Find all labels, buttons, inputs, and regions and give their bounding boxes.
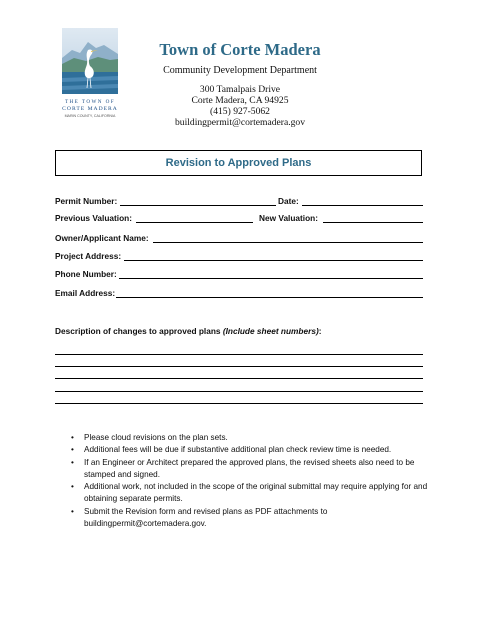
new-valuation-label: New Valuation: xyxy=(259,213,319,223)
date-field[interactable] xyxy=(302,205,423,206)
logo-text-line1: THE TOWN OF xyxy=(64,99,116,105)
description-line-3[interactable] xyxy=(55,378,423,379)
note-text: Submit the Revision form and revised plans as PDF attachments to buildingpermit@cortemadera.gov. xyxy=(84,506,328,529)
email-link[interactable]: buildingpermit@cortemadera.gov xyxy=(174,117,306,128)
street-address: 300 Tamalpais Drive xyxy=(199,84,281,95)
date-label: Date: xyxy=(278,196,299,206)
previous-valuation-field[interactable] xyxy=(136,222,253,223)
project-address-label: Project Address: xyxy=(55,251,122,261)
description-line-5[interactable] xyxy=(55,403,423,404)
note-text: Additional fees will be due if substantive additional plan check review time is needed. xyxy=(84,445,392,455)
form-title: Revision to Approved Plans xyxy=(55,150,422,176)
note-item xyxy=(58,481,428,506)
bullet-icon: • xyxy=(71,506,74,516)
heron-logo-icon xyxy=(62,28,118,94)
note-item xyxy=(58,506,428,531)
note-item xyxy=(58,457,428,482)
note-item xyxy=(58,432,428,444)
owner-label: Owner/Applicant Name: xyxy=(55,233,149,243)
bullet-icon: • xyxy=(71,457,74,467)
project-address-field[interactable] xyxy=(124,260,423,261)
bullet-icon: • xyxy=(71,482,74,492)
description-label-text: Description of changes to approved plans xyxy=(55,326,223,336)
logo-text-line3: MARIN COUNTY, CALIFORNIA xyxy=(64,114,116,118)
previous-valuation-label: Previous Valuation: xyxy=(55,213,132,223)
bullet-icon: • xyxy=(71,433,74,442)
logo-text-line2: CORTE MADERA xyxy=(62,106,118,112)
description-line-1[interactable] xyxy=(55,354,423,355)
email-address-label: Email Address: xyxy=(55,288,116,298)
description-colon: : xyxy=(318,326,322,336)
note-text: Please cloud revisions on the plan sets. xyxy=(84,433,228,442)
phone-number-label: Phone Number: xyxy=(55,269,117,279)
bullet-icon: • xyxy=(71,445,74,455)
permit-number-label: Permit Number: xyxy=(55,196,118,206)
phone-number-field[interactable] xyxy=(119,278,423,279)
email-address-field[interactable] xyxy=(116,297,423,298)
description-line-2[interactable] xyxy=(55,366,423,367)
phone-text: (415) 927-5062 xyxy=(210,106,270,117)
new-valuation-field[interactable] xyxy=(323,222,423,223)
town-title: Town of Corte Madera xyxy=(159,40,321,59)
notes-list xyxy=(58,432,428,530)
department-name: Community Development Department xyxy=(163,65,317,76)
description-line-4[interactable] xyxy=(55,391,423,392)
note-text: If an Engineer or Architect prepared the approved plans, the revised sheets also need to be stamped and signed. xyxy=(84,457,415,479)
note-text: Additional work, not included in the scope of the original submittal may require applying for and obtaining separate permits. xyxy=(84,482,428,504)
description-note: (Include sheet numbers) xyxy=(222,326,319,336)
note-item xyxy=(58,444,428,456)
city-address: Corte Madera, CA 94925 xyxy=(191,95,289,106)
owner-field[interactable] xyxy=(153,242,423,243)
description-label xyxy=(55,326,321,336)
permit-number-field[interactable] xyxy=(120,205,276,206)
